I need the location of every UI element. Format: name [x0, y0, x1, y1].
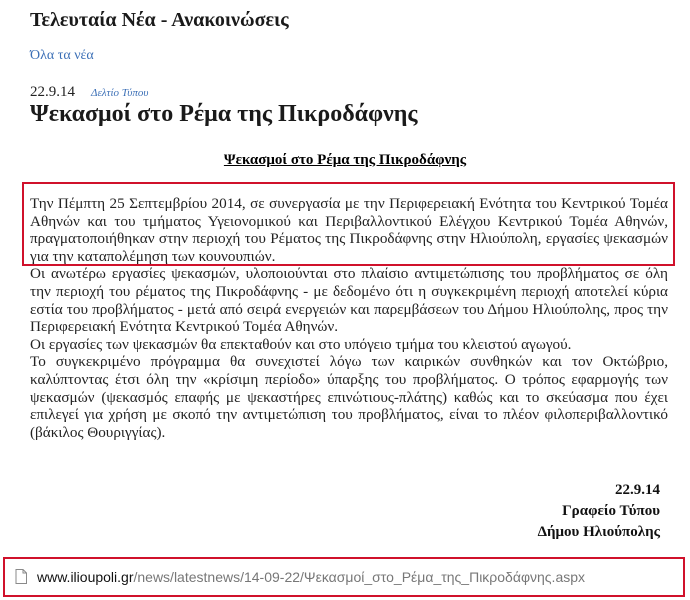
url-text[interactable] [37, 569, 585, 585]
article-title: Ψεκασμοί στο Ρέμα της Πικροδάφνης [30, 101, 418, 127]
article-body [30, 195, 668, 441]
article-paragraph-2: Οι ανωτέρω εργασίες ψεκασμών, υλοποιούνται στο πλαίσιο αντιμετώπισης του προβλήματος σε όλη την περιοχή του ρέματος της Πικροδάφνης - με δεδομένο ότι η συγκεκριμένη περιοχή αποτελεί κύρια εστία του προβλήματος - μετά από σειρά ενεργειών και παρεμβάσεων του Δήμου Ηλιούπολης, προς την Περιφερειακή Ενότητα Κεντρικού Τομέα Αθηνών. [30, 265, 668, 336]
signature-office: Γραφείο Τύπου [562, 503, 660, 519]
url-domain: www.ilioupoli.gr [37, 569, 134, 585]
article-paragraph-3: Οι εργασίες των ψεκασμών θα επεκταθούν και στο υπόγειο τμήμα του κλειστού αγωγού. [30, 335, 572, 353]
address-bar[interactable] [3, 557, 685, 597]
article-subtitle: Ψεκασμοί στο Ρέμα της Πικροδάφνης [223, 152, 467, 168]
article-date: 22.9.14 [30, 84, 75, 100]
article-meta [30, 83, 148, 101]
url-path: /news/latestnews/14-09-22/Ψεκασμοί_στο_Ρέμα_της_Πικροδάφνης.aspx [133, 569, 586, 585]
signature-date: 22.9.14 [615, 482, 660, 498]
article-signature [538, 480, 660, 543]
section-title: Τελευταία Νέα - Ανακοινώσεις [30, 9, 289, 31]
article-paragraph-4: Το συγκεκριμένο πρόγραμμα θα συνεχιστεί λόγω των καιρικών συνθηκών και τον Οκτώβριο, καλύπτοντας έτσι όλη την «κρίσιμη περίοδο» ύπαρξης του προβλήματος. Ο τρόπος εφαρμογής των ψεκασμών (ψεκασμός επαφής με ψεκαστήρες επινώτιους-πλάτης) καθώς και το σκεύασμα που έχει επιλεγεί για χρήση με σκοπό την αντιμετώπιση του προβλήματος, είναι το πλέον φιλοπεριβαλλοντικό (βάκιλος Θουριγγίας). [30, 353, 668, 441]
all-news-link[interactable]: Όλα τα νέα [30, 48, 94, 63]
article-category-link[interactable]: Δελτίο Τύπου [91, 87, 149, 99]
signature-municipality: Δήμου Ηλιούπολης [537, 524, 660, 540]
article-paragraph-1: Την Πέμπτη 25 Σεπτεμβρίου 2014, σε συνεργασία με την Περιφερειακή Ενότητα του Κεντρικού Τομέα Αθηνών και του τμήματος Υγειονομικού και Περιβαλλοντικού Ελέγχου Κεντρικού Τομέα Αθηνών, πραγματοποιήθηκαν στην περιοχή του Ρέματος της Πικροδάφνης στην Ηλιούπολη, εργασίες ψεκασμών για την καταπολέμηση των κουνουπιών. [30, 195, 668, 265]
page-icon [15, 569, 27, 584]
